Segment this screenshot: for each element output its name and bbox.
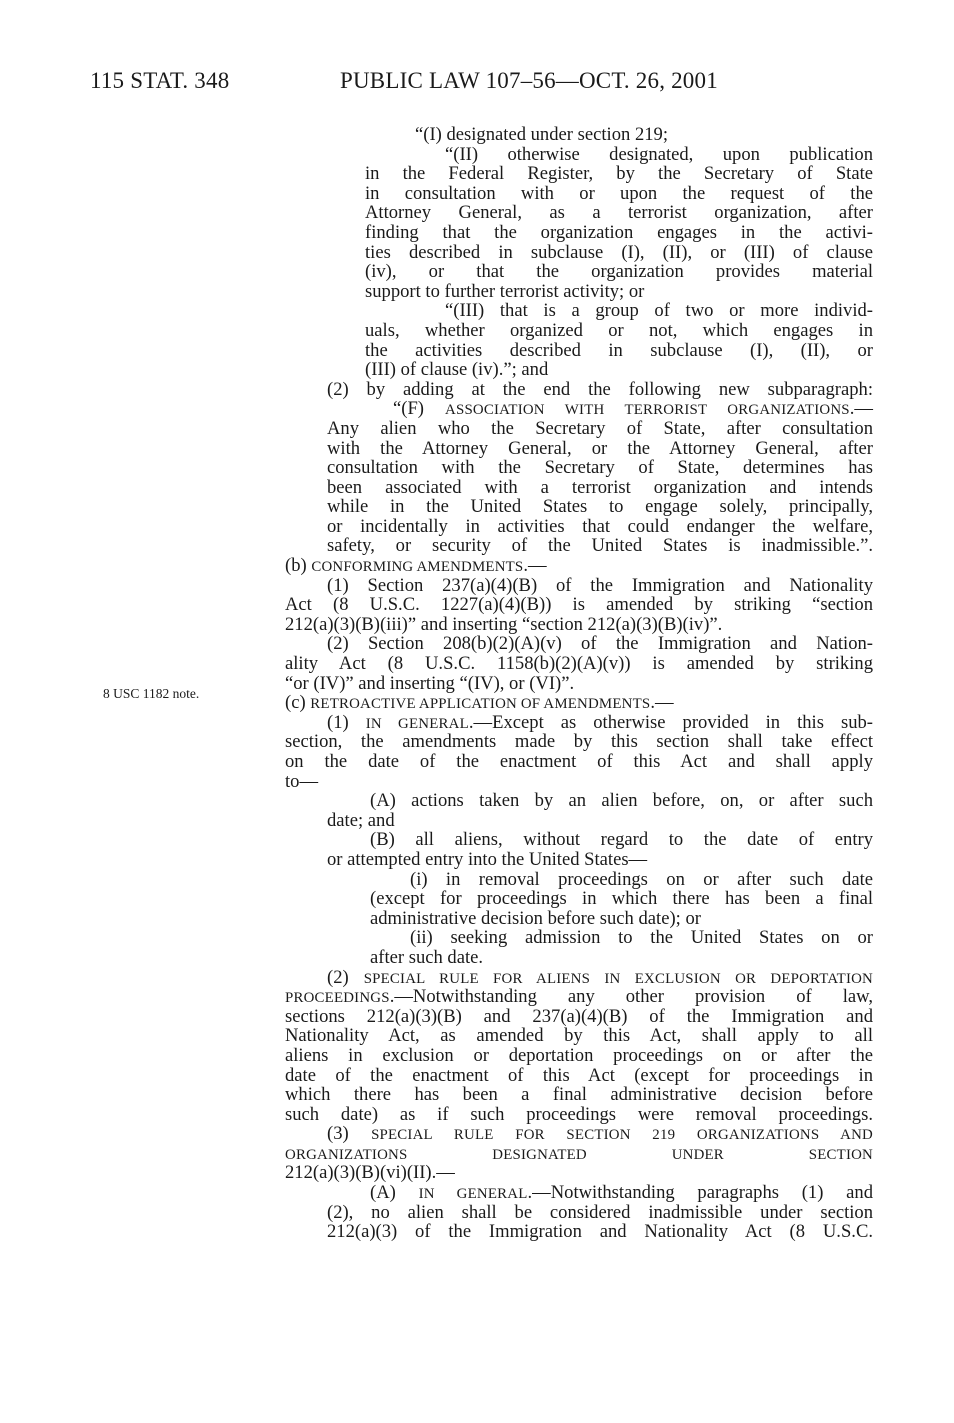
text-line: (1) Section 237(a)(4)(B) of the Immigration and Nationality: [327, 574, 873, 596]
text-line: (2) by adding at the end the following new subparagraph:: [327, 378, 873, 400]
small-caps-heading: IN GENERAL: [365, 715, 469, 732]
text-segment: .—Notwithstanding paragraphs (1) and: [527, 1182, 873, 1204]
statute-body-text: [285, 125, 873, 1242]
text-line: [285, 1124, 873, 1144]
small-caps-heading: PROCEEDINGS: [285, 990, 390, 1007]
text-line: been associated with a terrorist organization and intends: [327, 476, 873, 498]
text-line: on the date of the enactment of this Act and shall apply: [285, 751, 873, 772]
text-line: date of the enactment of this Act (except for proceedings in: [285, 1064, 873, 1086]
text-line: administrative decision before such date); or: [370, 907, 701, 929]
text-segment: .—: [650, 692, 674, 714]
text-line: (B) all aliens, without regard to the date of entry: [370, 829, 873, 851]
text-segment: (2): [327, 966, 364, 988]
text-segment: .—: [523, 555, 547, 577]
small-caps-heading: SPECIAL RULE FOR ALIENS IN EXCLUSION OR DEPORTATION: [363, 970, 873, 987]
text-segment: (c): [285, 692, 311, 714]
text-line: (iv), or that the organization provides material: [365, 261, 873, 283]
text-line: (i) in removal proceedings on or after such date: [410, 868, 873, 890]
small-caps-heading: CONFORMING AMENDMENTS: [311, 559, 524, 576]
text-line: (A) actions taken by an alien before, on, or after such: [370, 790, 873, 812]
text-line: while in the United States to engage solely, principally,: [327, 496, 873, 518]
text-line: support to further terrorist activity; or: [365, 280, 645, 302]
law-title-header: PUBLIC LAW 107–56—OCT. 26, 2001: [340, 68, 718, 93]
text-line: “or (IV)” and inserting “(IV), or (VI)”.: [285, 672, 575, 694]
text-line: (ii) seeking admission to the United States on or: [410, 927, 873, 949]
text-line: with the Attorney General, or the Attorney General, after: [327, 437, 873, 459]
text-segment: “(F): [393, 398, 446, 420]
text-line: (III) of clause (iv).”; and: [365, 359, 549, 381]
text-line: consultation with the Secretary of State, determines has: [327, 457, 873, 479]
text-segment: (1): [327, 711, 366, 733]
small-caps-heading: ORGANIZATIONS DESIGNATED UNDER SECTION: [285, 1146, 873, 1163]
text-line: (2) Section 208(b)(2)(A)(v) of the Immigration and Nation-: [327, 633, 873, 655]
small-caps-heading: SPECIAL RULE FOR SECTION 219 ORGANIZATIONS AND: [371, 1127, 873, 1144]
text-line: [285, 968, 873, 988]
text-line: such date) as if such proceedings were removal proceedings.: [285, 1103, 873, 1125]
text-line: [285, 693, 873, 713]
text-line: the activities described in subclause (I), (II), or: [365, 339, 873, 361]
small-caps-heading: ASSOCIATION WITH TERRORIST ORGANIZATIONS: [445, 402, 850, 419]
text-segment: .—: [849, 398, 873, 420]
text-line: or incidentally in activities that could endanger the welfare,: [327, 515, 873, 537]
text-line: (2), no alien shall be considered inadmissible under section: [327, 1201, 873, 1223]
text-line: Act (8 U.S.C. 1227(a)(4)(B)) is amended by striking “section: [285, 594, 873, 616]
text-line: to—: [285, 770, 319, 792]
text-line: Any alien who the Secretary of State, after consultation: [327, 417, 873, 439]
text-line: [285, 987, 873, 1007]
text-line: [285, 713, 873, 733]
text-line: uals, whether organized or not, which engages in: [365, 319, 873, 341]
text-line: “(III) that is a group of two or more individ-: [445, 300, 873, 322]
text-line: finding that the organization engages in the activi-: [365, 221, 873, 243]
text-line: [285, 1144, 873, 1164]
text-line: “(I) designated under section 219;: [415, 124, 668, 145]
text-line: [285, 399, 873, 419]
margin-citation-note: 8 USC 1182 note.: [103, 686, 200, 701]
text-line: [285, 556, 873, 576]
text-segment: (b): [285, 555, 312, 577]
text-segment: (3): [327, 1123, 372, 1145]
text-line: safety, or security of the United States is inadmissible.”.: [327, 535, 873, 557]
text-line: section, the amendments made by this section shall take effect: [285, 731, 873, 753]
text-segment: .—Notwithstanding any other provision of law,: [389, 986, 873, 1008]
text-line: Nationality Act, as amended by this Act, shall apply to all: [285, 1025, 873, 1047]
small-caps-heading: IN GENERAL: [418, 1186, 528, 1203]
text-line: in the Federal Register, by the Secretary of State: [365, 163, 873, 185]
text-line: in consultation with or upon the request of the: [365, 182, 873, 204]
text-line: “(II) otherwise designated, upon publication: [445, 143, 873, 165]
text-line: ality Act (8 U.S.C. 1158(b)(2)(A)(v)) is amended by striking: [285, 653, 873, 675]
text-line: 212(a)(3) of the Immigration and Nationality Act (8 U.S.C.: [327, 1221, 873, 1243]
text-line: or attempted entry into the United States—: [327, 848, 648, 870]
text-line: (except for proceedings in which there has been a final: [370, 888, 873, 910]
text-segment: .—Except as otherwise provided in this sub-: [468, 711, 873, 733]
text-line: which there has been a final administrative decision before: [285, 1084, 873, 1106]
text-line: aliens in exclusion or deportation proceedings on or after the: [285, 1044, 873, 1066]
text-line: Attorney General, as a terrorist organization, after: [365, 202, 873, 224]
text-line: 212(a)(3)(B)(iii)” and inserting “section 212(a)(3)(B)(iv)”.: [285, 613, 723, 635]
text-line: 212(a)(3)(B)(vi)(II).—: [285, 1162, 455, 1184]
page-reference: 115 STAT. 348: [90, 68, 230, 93]
text-line: sections 212(a)(3)(B) and 237(a)(4)(B) of the Immigration and: [285, 1005, 873, 1027]
text-line: after such date.: [370, 946, 484, 968]
text-segment: (A): [370, 1182, 419, 1204]
text-line: ties described in subclause (I), (II), or (III) of clause: [365, 241, 873, 263]
text-line: date; and: [327, 809, 395, 831]
small-caps-heading: RETROACTIVE APPLICATION OF AMENDMENTS: [310, 696, 651, 713]
text-line: [285, 1183, 873, 1203]
